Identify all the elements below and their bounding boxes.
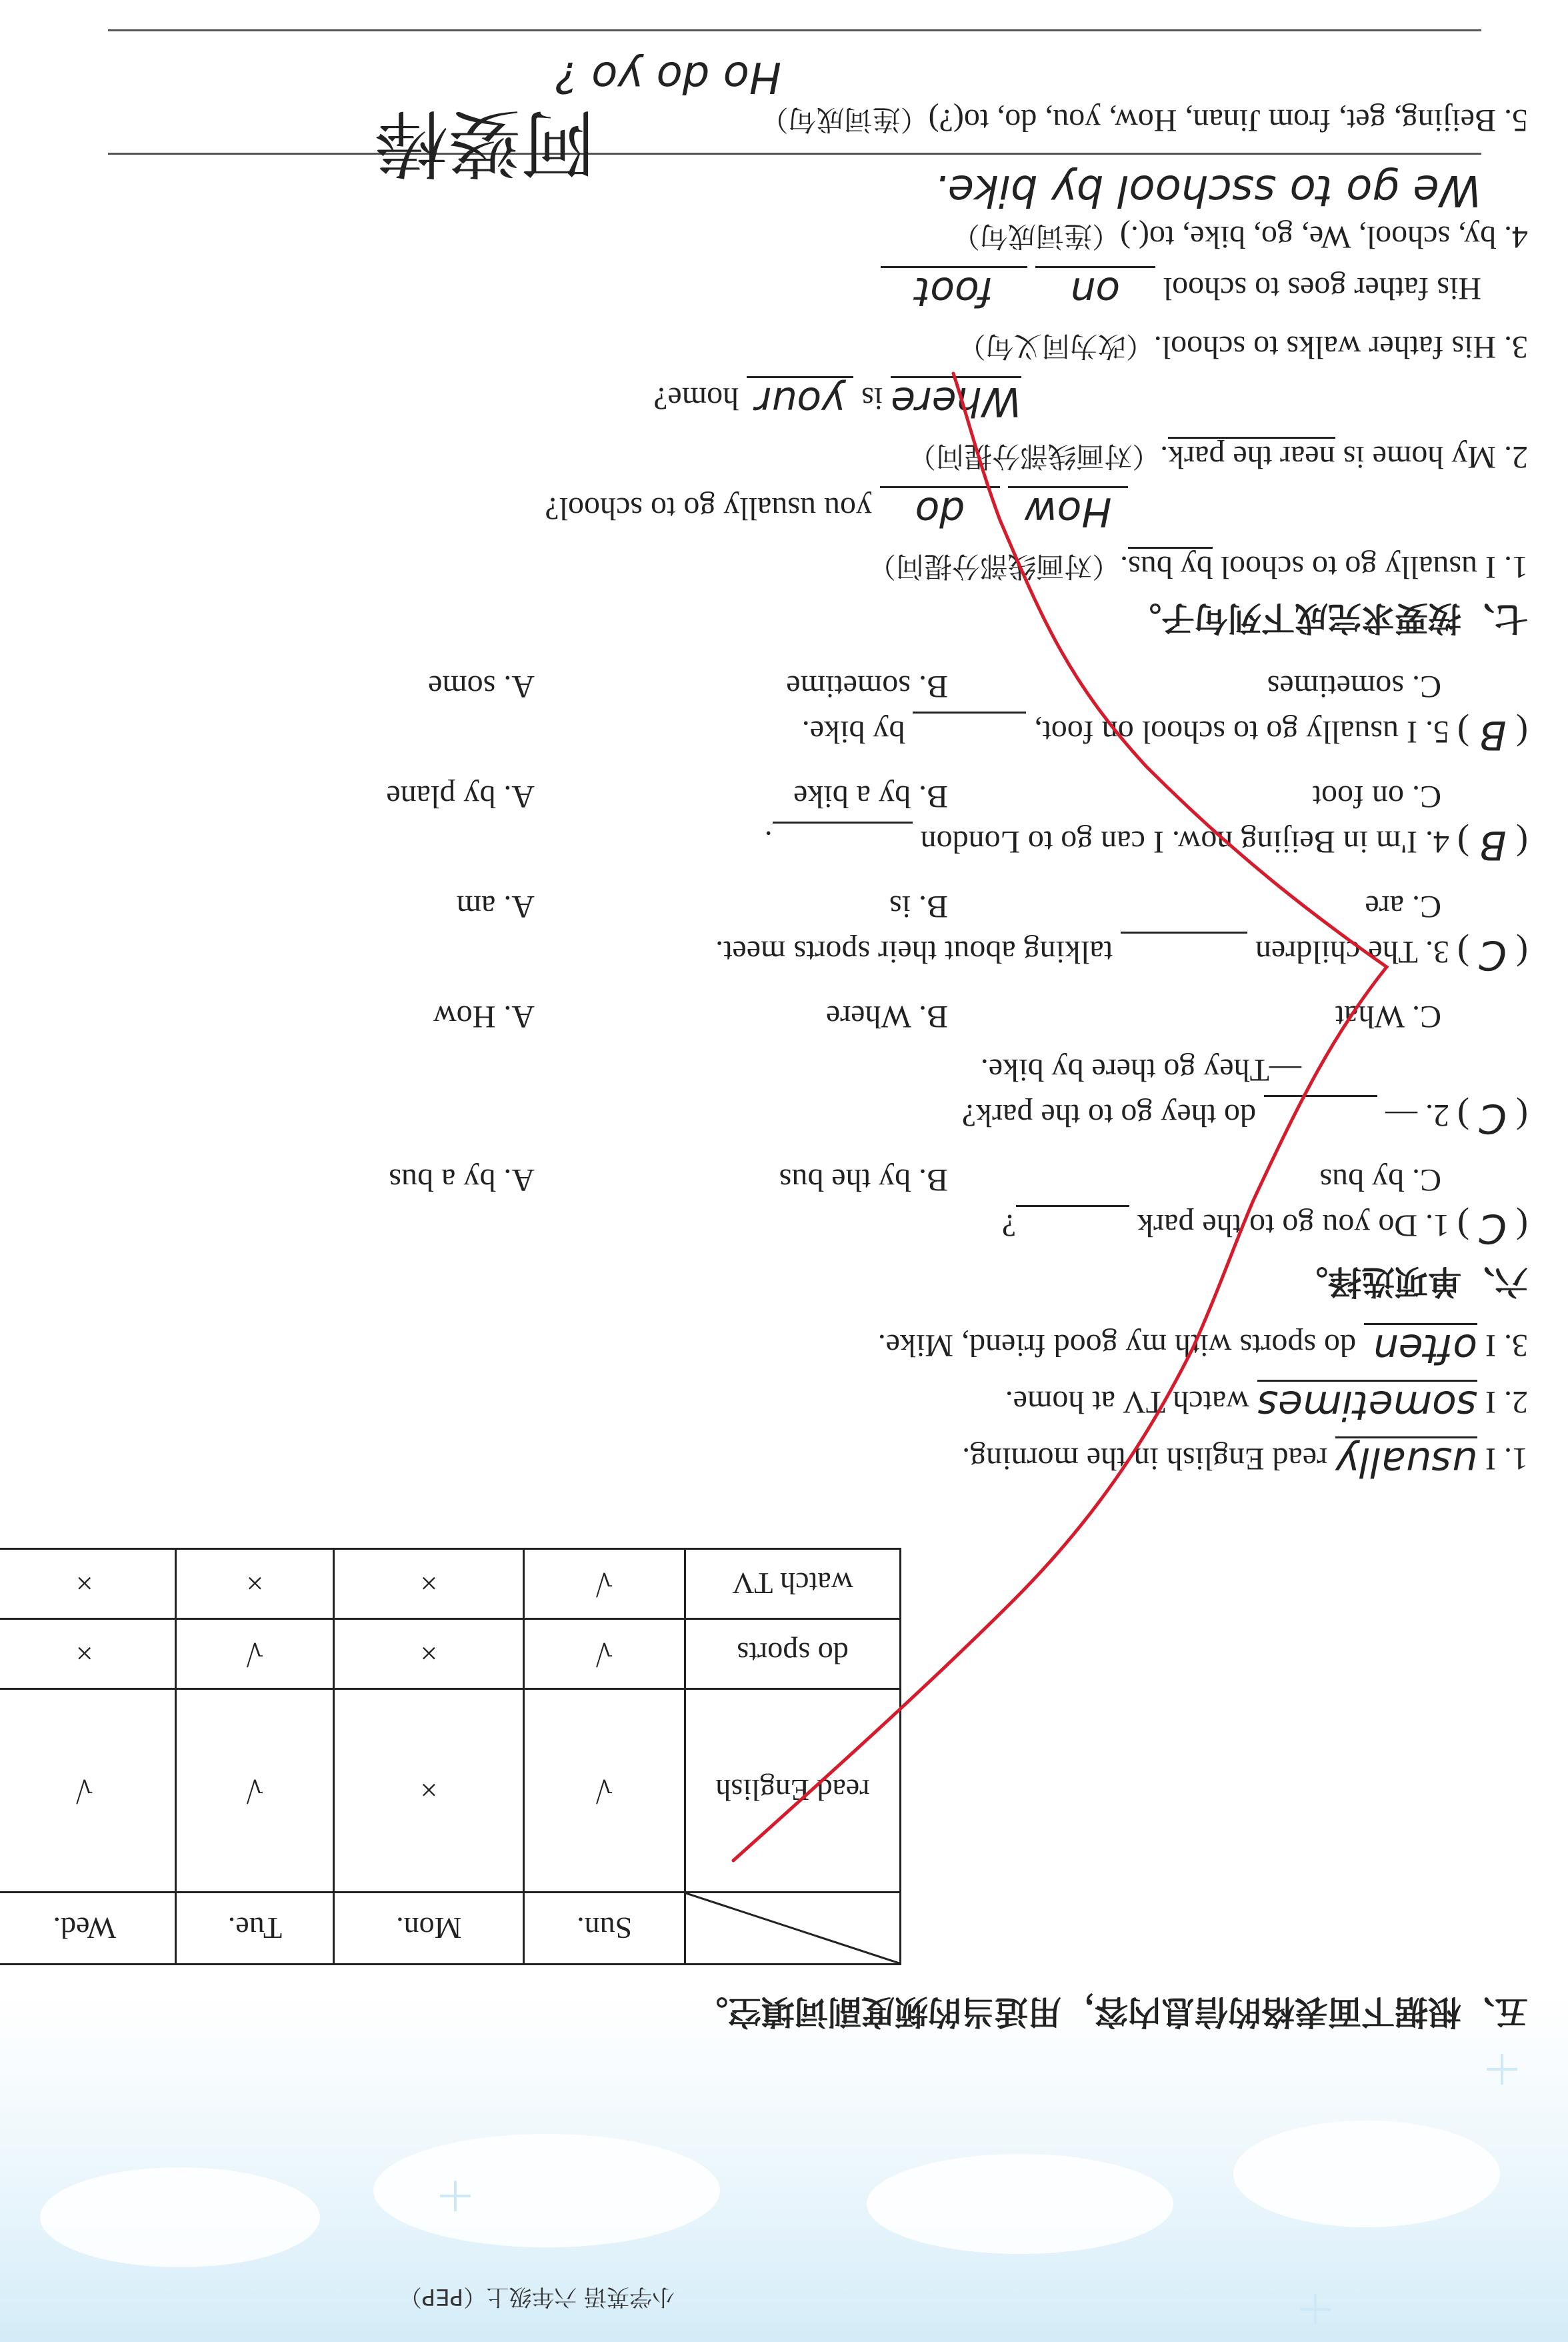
section-five-question-3: 3. I often do sports with my good friend, Mike. [878,1323,1528,1372]
mc-option: B. by a bike [793,779,948,814]
handwritten-answer: How [1008,486,1128,535]
section-seven-title: 七、按要求完成下列句子。 [1128,599,1528,638]
table-mark: × [176,1549,334,1619]
handwritten-answer: often [1364,1323,1477,1372]
rewrite-question-3: 3. His father walks to school.（改为同义句） [957,329,1528,365]
table-mark: √ [176,1689,334,1893]
mc-option: A. by plane [386,779,535,814]
handwritten-answer: C [1479,932,1507,978]
handwritten-answer: sometimes [1257,1380,1477,1428]
mc-option: A. am [456,889,535,924]
handwritten-answer: do [880,486,1000,535]
underlined-phrase: near the park [1168,437,1335,475]
table-mark: × [0,1549,176,1619]
day-header: Mon. [334,1893,524,1965]
handwritten-answer: on [1035,266,1155,315]
handwritten-answer: usually [1335,1436,1477,1485]
mc-question-3: (C) 3. The children talking about their sports meet. [715,932,1528,978]
mc-option: C. by bus [1319,1162,1441,1198]
mc-option: C. are [1365,889,1441,924]
activity-label: watch TV [685,1549,901,1619]
mc-option: B. sometime [786,669,948,704]
book-title: 小学英语 六年级上（PEP） [399,2283,675,2310]
mc-option: B. by the bus [779,1162,948,1198]
mc-option: C. What [1335,999,1441,1034]
section-five-question-2: 2. I sometimes watch TV at home. [1005,1380,1528,1428]
handwritten-answer: B [1479,822,1507,868]
table-mark: × [334,1549,524,1619]
section-six-title: 六、单项选择。 [1295,1262,1528,1301]
mc-option: A. some [428,669,535,704]
handwritten-answer: C [1479,1205,1507,1252]
mc-question-5: (B) 5. I usually go to school on foot, by bike. [801,712,1528,758]
activity-label: read English [685,1689,901,1893]
rewrite-question-2: 2. My home is near the park.（对画线部分提问） [908,437,1528,478]
table-mark: √ [0,1689,176,1893]
rewrite-question-1: 1. I usually go to school by bus.（对画线部分提问） [868,547,1528,588]
rewrite-answer-1: How do you usually go to school? [545,486,1128,535]
mc-reply: —They go there by bike. [980,1052,1301,1088]
handwritten-answer: your [747,376,853,425]
mc-question-1: (C) 1. Do you go to the park ? [1001,1205,1528,1252]
mc-option: A. How [433,999,535,1034]
mc-question-4: (B) 4. I'm in Beijing now. I can go to London . [764,822,1528,868]
handwritten-answer: We go to sschool by bike. [934,165,1481,215]
rewrite-answer-3: His father goes to school on foot [881,266,1481,315]
table-mark: √ [176,1619,334,1689]
handwritten-answer: C [1479,1095,1507,1142]
table-mark: √ [524,1549,685,1619]
table-mark: × [0,1619,176,1689]
handwritten-answer: B [1479,712,1507,758]
table-mark: √ [524,1619,685,1689]
mc-option: A. by a bus [389,1162,535,1198]
section-five-question-1: 1. I usually read English in the morning. [962,1436,1528,1485]
rewrite-answer-2: Where is your home? [653,376,1021,425]
table-mark: √ [524,1689,685,1893]
signature: 阿婆棒 [375,100,595,185]
table-mark: × [334,1619,524,1689]
mc-option: C. sometimes [1267,669,1441,704]
mc-option: B. Where [825,999,948,1034]
day-header: Sun. [524,1893,685,1965]
handwritten-answer: Ho do yo ? [555,52,781,101]
mc-option: C. on foot [1312,779,1441,814]
mc-question-2: (C) 2. — do they go to the park? [961,1095,1528,1142]
handwritten-answer: foot [881,266,1027,315]
underlined-phrase: by bus [1128,547,1213,586]
mc-option: B. is [889,889,948,924]
rewrite-question-4: 4. by, school, We, go, bike, to(.)（连词成句） [951,219,1528,255]
rewrite-question-5: 5. Beijing, get, from Jinan, How, you, do, to(?)（连词成句） [760,103,1528,138]
activity-label: do sports [685,1619,901,1689]
handwritten-answer: Where [891,376,1021,425]
section-five-title: 五、根据下面表格的信息内容，用适当的频度副词填空。 [695,1993,1528,2031]
day-header: Tue. [176,1893,334,1965]
day-header: Wed. [0,1893,176,1965]
table-mark: × [334,1689,524,1893]
